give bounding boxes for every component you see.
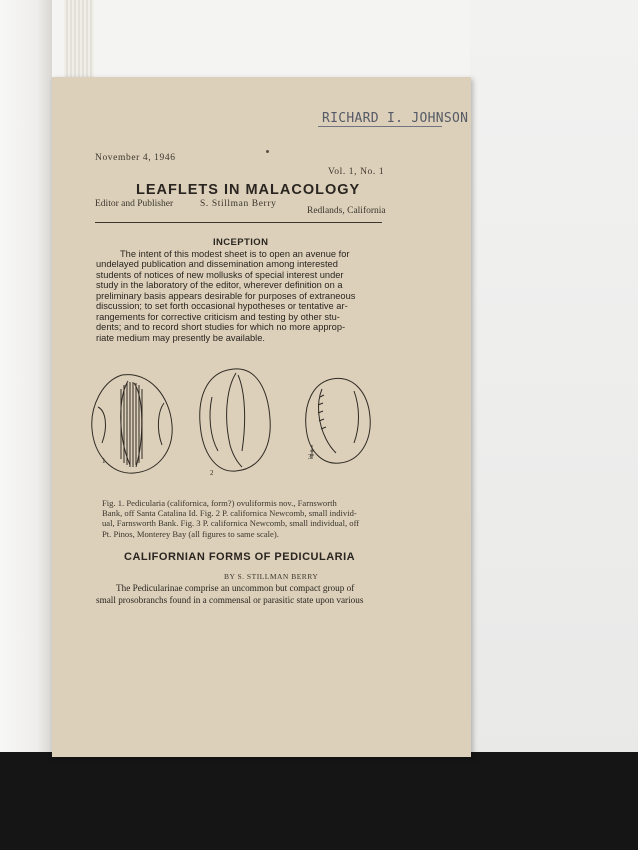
text-line: preliminary basis appears desirable for purposes of extraneous	[96, 290, 356, 301]
shell-drawing-3	[306, 378, 371, 463]
shell-drawing-2	[200, 369, 270, 471]
bookmark-ribbon	[64, 0, 94, 78]
article-heading: CALIFORNIAN FORMS OF PEDICULARIA	[124, 551, 356, 563]
text-line: dents; and to record short studies for which no more approp-	[96, 322, 346, 333]
volume-number: Vol. 1, No. 1	[328, 167, 385, 177]
editor-label: Editor and Publisher	[95, 199, 174, 209]
facing-page	[0, 0, 52, 770]
publisher-location: Redlands, California	[307, 206, 386, 216]
text-line: discussion; to set forth occasional hypotheses or tentative ar-	[96, 301, 348, 312]
caption-line: Bank, off Santa Catalina Id. Fig. 2 P. californica Newcomb, small individ-	[102, 508, 357, 519]
caption-line: Pt. Pinos, Monterey Bay (all figures to same scale).	[102, 528, 279, 539]
caption-line: Fig. 1. Pedicularia (californica, form?) ovuliformis nov., Farnsworth	[102, 498, 337, 508]
issue-date: November 4, 1946	[95, 153, 176, 163]
shell-figures	[84, 367, 384, 487]
text-line: riate medium may presently be available.	[96, 332, 265, 343]
text-line: rangements for corrective criticism and testing by other stu-	[96, 311, 340, 322]
header-rule	[95, 222, 382, 223]
article-byline: BY S. STILLMAN BERRY	[224, 572, 319, 581]
publication-title: LEAFLETS IN MALACOLOGY	[136, 182, 361, 198]
figure-label-3: 3	[308, 453, 312, 461]
article-text	[96, 582, 386, 606]
inception-text	[96, 249, 382, 343]
table-surface	[0, 752, 638, 850]
publisher-name: S. Stillman Berry	[200, 199, 277, 209]
stamp-underline	[318, 126, 442, 127]
leaflet-page	[52, 77, 471, 757]
inception-heading: INCEPTION	[213, 237, 269, 248]
text-line: undelayed publication and dissemination among interested	[96, 259, 338, 270]
caption-line: ual, Farnsworth Bank. Fig. 3 P. californica Newcomb, small individual, off	[102, 518, 360, 529]
background-page	[470, 0, 638, 760]
figure-label-1: 1	[102, 457, 106, 465]
owner-stamp: RICHARD I. JOHNSON	[322, 111, 469, 126]
figure-label-2: 2	[210, 469, 214, 477]
text-line: The intent of this modest sheet is to open an avenue for	[120, 249, 350, 259]
figure-caption	[102, 498, 392, 539]
text-line: The Pedicularinae comprise an uncommon but compact group of	[116, 583, 355, 593]
text-line: study in the laboratory of the editor, wherever definition on a	[96, 280, 343, 291]
text-line: small prosobranchs found in a commensal or parasitic state upon various	[96, 595, 364, 605]
text-line: students of notices of new mollusks of special interest under	[96, 269, 344, 280]
ink-dot	[266, 150, 269, 153]
